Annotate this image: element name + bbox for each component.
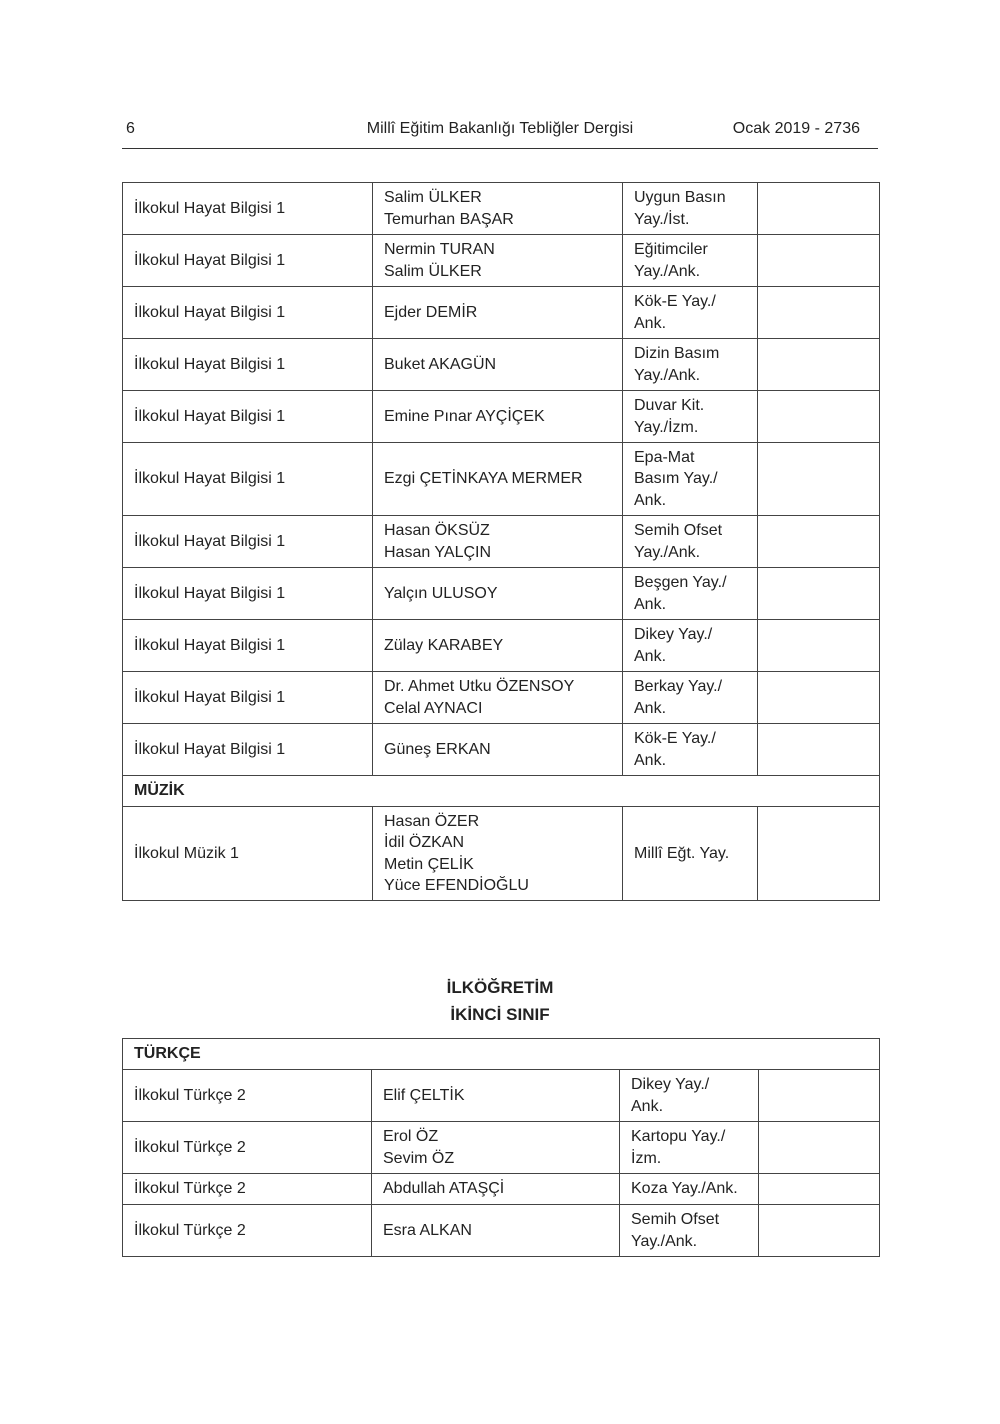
publisher-cell	[620, 1174, 759, 1205]
empty-cell	[758, 391, 880, 443]
textbook-table-grade2	[122, 1038, 880, 1257]
empty-cell	[758, 620, 880, 672]
empty-cell	[758, 287, 880, 339]
publisher-cell-line: Yay./Ank.	[634, 366, 701, 384]
authors-cell-line: Hasan ÖZER	[384, 812, 480, 830]
publisher-cell	[623, 339, 758, 391]
authors-cell	[373, 391, 623, 443]
authors-cell-line: Ejder DEMİR	[384, 303, 478, 321]
authors-cell-line: Dr. Ahmet Utku ÖZENSOY	[384, 678, 575, 695]
grade-heading: İKİNCİ SINIF	[450, 1005, 550, 1024]
level-heading: İLKÖĞRETİM	[446, 978, 554, 997]
book-title-cell: İlkokul Hayat Bilgisi 1	[123, 724, 373, 776]
authors-cell	[373, 516, 623, 568]
empty-cell	[758, 516, 880, 568]
table-row	[123, 287, 880, 339]
authors-cell	[372, 1174, 620, 1205]
book-title-cell: İlkokul Hayat Bilgisi 1	[123, 443, 373, 516]
page-number: 6	[126, 120, 135, 137]
table-row	[123, 339, 880, 391]
section-row	[123, 1039, 880, 1070]
empty-cell	[759, 1122, 880, 1174]
authors-cell-line: Hasan YALÇIN	[384, 543, 492, 561]
table-row	[123, 672, 880, 724]
book-title-cell: İlkokul Hayat Bilgisi 1	[123, 339, 373, 391]
table-row	[123, 1070, 880, 1122]
empty-cell	[759, 1205, 880, 1257]
publisher-cell	[623, 568, 758, 620]
publisher-cell-line: İzm.	[631, 1149, 662, 1167]
publisher-cell-line: Ank.	[634, 314, 667, 332]
empty-cell	[758, 724, 880, 776]
publisher-cell-line: Dikey Yay./	[634, 626, 713, 643]
table-row	[123, 1205, 880, 1257]
page-header	[122, 120, 878, 149]
book-title-cell: İlkokul Hayat Bilgisi 1	[123, 183, 373, 235]
authors-cell-line: Yüce EFENDİOĞLU	[384, 877, 529, 894]
book-title-cell: İlkokul Hayat Bilgisi 1	[123, 516, 373, 568]
publisher-cell-line: Kartopu Yay./	[631, 1128, 726, 1145]
authors-cell-line: Yalçın ULUSOY	[384, 584, 498, 602]
publisher-cell-line: Ank.	[634, 647, 667, 665]
publisher-cell	[623, 807, 758, 901]
publisher-cell-line: Duvar Kit.	[634, 397, 705, 414]
book-title-cell: İlkokul Türkçe 2	[123, 1174, 372, 1205]
publisher-cell-line: Dizin Basım	[634, 345, 720, 362]
authors-cell	[373, 339, 623, 391]
empty-cell	[758, 339, 880, 391]
authors-cell	[373, 183, 623, 235]
publisher-cell-line: Kök-E Yay./	[634, 293, 716, 310]
empty-cell	[758, 672, 880, 724]
table-row	[123, 1174, 880, 1205]
table-row	[123, 620, 880, 672]
publisher-cell-line: Berkay Yay./	[634, 678, 723, 695]
authors-cell-line: Güneş ERKAN	[384, 740, 491, 758]
publisher-cell-line: Dikey Yay./	[631, 1076, 710, 1093]
authors-cell	[373, 568, 623, 620]
authors-cell-line: Erol ÖZ	[383, 1128, 439, 1145]
publisher-cell-line: Basım Yay./	[634, 470, 718, 488]
table-row	[123, 235, 880, 287]
table-row	[123, 443, 880, 516]
table-row	[123, 807, 880, 901]
authors-cell-line: Ezgi ÇETİNKAYA MERMER	[384, 470, 583, 488]
publisher-cell-line: Ank.	[634, 595, 667, 613]
publisher-cell-line: Ank.	[634, 699, 667, 717]
empty-cell	[758, 568, 880, 620]
section-title: TÜRKÇE	[123, 1039, 880, 1070]
book-title-cell: İlkokul Hayat Bilgisi 1	[123, 391, 373, 443]
empty-cell	[758, 183, 880, 235]
authors-cell-line: Celal AYNACI	[384, 699, 483, 717]
issue-info: Ocak 2019 - 2736	[732, 120, 860, 137]
publisher-cell	[623, 724, 758, 776]
publisher-cell-line: Eğitimciler	[634, 241, 708, 258]
authors-cell	[372, 1122, 620, 1174]
authors-cell-line: Zülay KARABEY	[384, 636, 504, 654]
empty-cell	[759, 1174, 880, 1205]
table-row	[123, 568, 880, 620]
publisher-cell-line: Semih Ofset	[631, 1211, 720, 1228]
publisher-cell-line: Yay./Ank.	[631, 1232, 698, 1250]
publisher-cell-line: Yay./Ank.	[634, 543, 701, 561]
authors-cell	[373, 807, 623, 901]
publisher-cell	[623, 183, 758, 235]
authors-cell	[373, 724, 623, 776]
publisher-cell-line: Semih Ofset	[634, 522, 723, 539]
empty-cell	[758, 443, 880, 516]
empty-cell	[759, 1070, 880, 1122]
publisher-cell	[620, 1070, 759, 1122]
authors-cell	[372, 1205, 620, 1257]
publisher-cell-line: Uygun Basın	[634, 189, 726, 206]
book-title-cell: İlkokul Türkçe 2	[123, 1205, 372, 1257]
authors-cell-line: Salim ÜLKER	[384, 262, 482, 280]
publisher-cell-line: Ank.	[631, 1097, 664, 1115]
publisher-cell	[623, 672, 758, 724]
publisher-cell	[623, 235, 758, 287]
authors-cell	[373, 620, 623, 672]
book-title-cell: İlkokul Müzik 1	[123, 807, 373, 901]
publisher-cell	[623, 516, 758, 568]
authors-cell	[373, 235, 623, 287]
table-body-grade1	[123, 183, 880, 901]
publisher-cell-line: Kök-E Yay./	[634, 730, 716, 747]
publisher-cell	[623, 287, 758, 339]
publisher-cell-line: Yay./İst.	[634, 210, 690, 228]
publisher-cell-line: Yay./İzm.	[634, 418, 699, 436]
journal-title: Millî Eğitim Bakanlığı Tebliğler Dergisi	[366, 120, 634, 137]
publisher-cell-line: Koza Yay./Ank.	[631, 1180, 738, 1198]
publisher-cell-line: Yay./Ank.	[634, 262, 701, 280]
publisher-cell	[620, 1122, 759, 1174]
table-body-grade2	[123, 1039, 880, 1257]
authors-cell	[373, 443, 623, 516]
empty-cell	[758, 235, 880, 287]
empty-cell	[758, 807, 880, 901]
section-title: MÜZİK	[123, 776, 880, 807]
authors-cell-line: Buket AKAGÜN	[384, 355, 497, 373]
publisher-cell-line: Millî Eğt. Yay.	[634, 844, 730, 862]
publisher-cell-line: Beşgen Yay./	[634, 574, 727, 591]
publisher-cell-line: Epa-Mat	[634, 448, 695, 466]
authors-cell-line: Abdullah ATAŞÇİ	[383, 1180, 505, 1198]
authors-cell-line: Emine Pınar AYÇİÇEK	[384, 407, 545, 425]
authors-cell-line: Temurhan BAŞAR	[384, 210, 514, 228]
authors-cell-line: Nermin TURAN	[384, 241, 495, 258]
authors-cell-line: Hasan ÖKSÜZ	[384, 522, 490, 539]
textbook-table-grade1	[122, 182, 880, 901]
table-row	[123, 516, 880, 568]
authors-cell	[373, 287, 623, 339]
authors-cell-line: Metin ÇELİK	[384, 855, 474, 873]
book-title-cell: İlkokul Türkçe 2	[123, 1070, 372, 1122]
publisher-cell-line: Ank.	[634, 491, 667, 509]
book-title-cell: İlkokul Hayat Bilgisi 1	[123, 620, 373, 672]
book-title-cell: İlkokul Türkçe 2	[123, 1122, 372, 1174]
table-row	[123, 183, 880, 235]
authors-cell-line: Esra ALKAN	[383, 1221, 472, 1239]
authors-cell-line: Sevim ÖZ	[383, 1149, 455, 1167]
book-title-cell: İlkokul Hayat Bilgisi 1	[123, 287, 373, 339]
table-row	[123, 1122, 880, 1174]
authors-cell-line: İdil ÖZKAN	[384, 834, 465, 851]
publisher-cell	[620, 1205, 759, 1257]
authors-cell	[372, 1070, 620, 1122]
publisher-cell-line: Ank.	[634, 751, 667, 769]
authors-cell-line: Elif ÇELTİK	[383, 1086, 465, 1104]
authors-cell	[373, 672, 623, 724]
book-title-cell: İlkokul Hayat Bilgisi 1	[123, 568, 373, 620]
publisher-cell	[623, 443, 758, 516]
publisher-cell	[623, 620, 758, 672]
table-row	[123, 391, 880, 443]
table-row	[123, 724, 880, 776]
authors-cell-line: Salim ÜLKER	[384, 189, 482, 206]
section-row	[123, 776, 880, 807]
book-title-cell: İlkokul Hayat Bilgisi 1	[123, 235, 373, 287]
book-title-cell: İlkokul Hayat Bilgisi 1	[123, 672, 373, 724]
publisher-cell	[623, 391, 758, 443]
